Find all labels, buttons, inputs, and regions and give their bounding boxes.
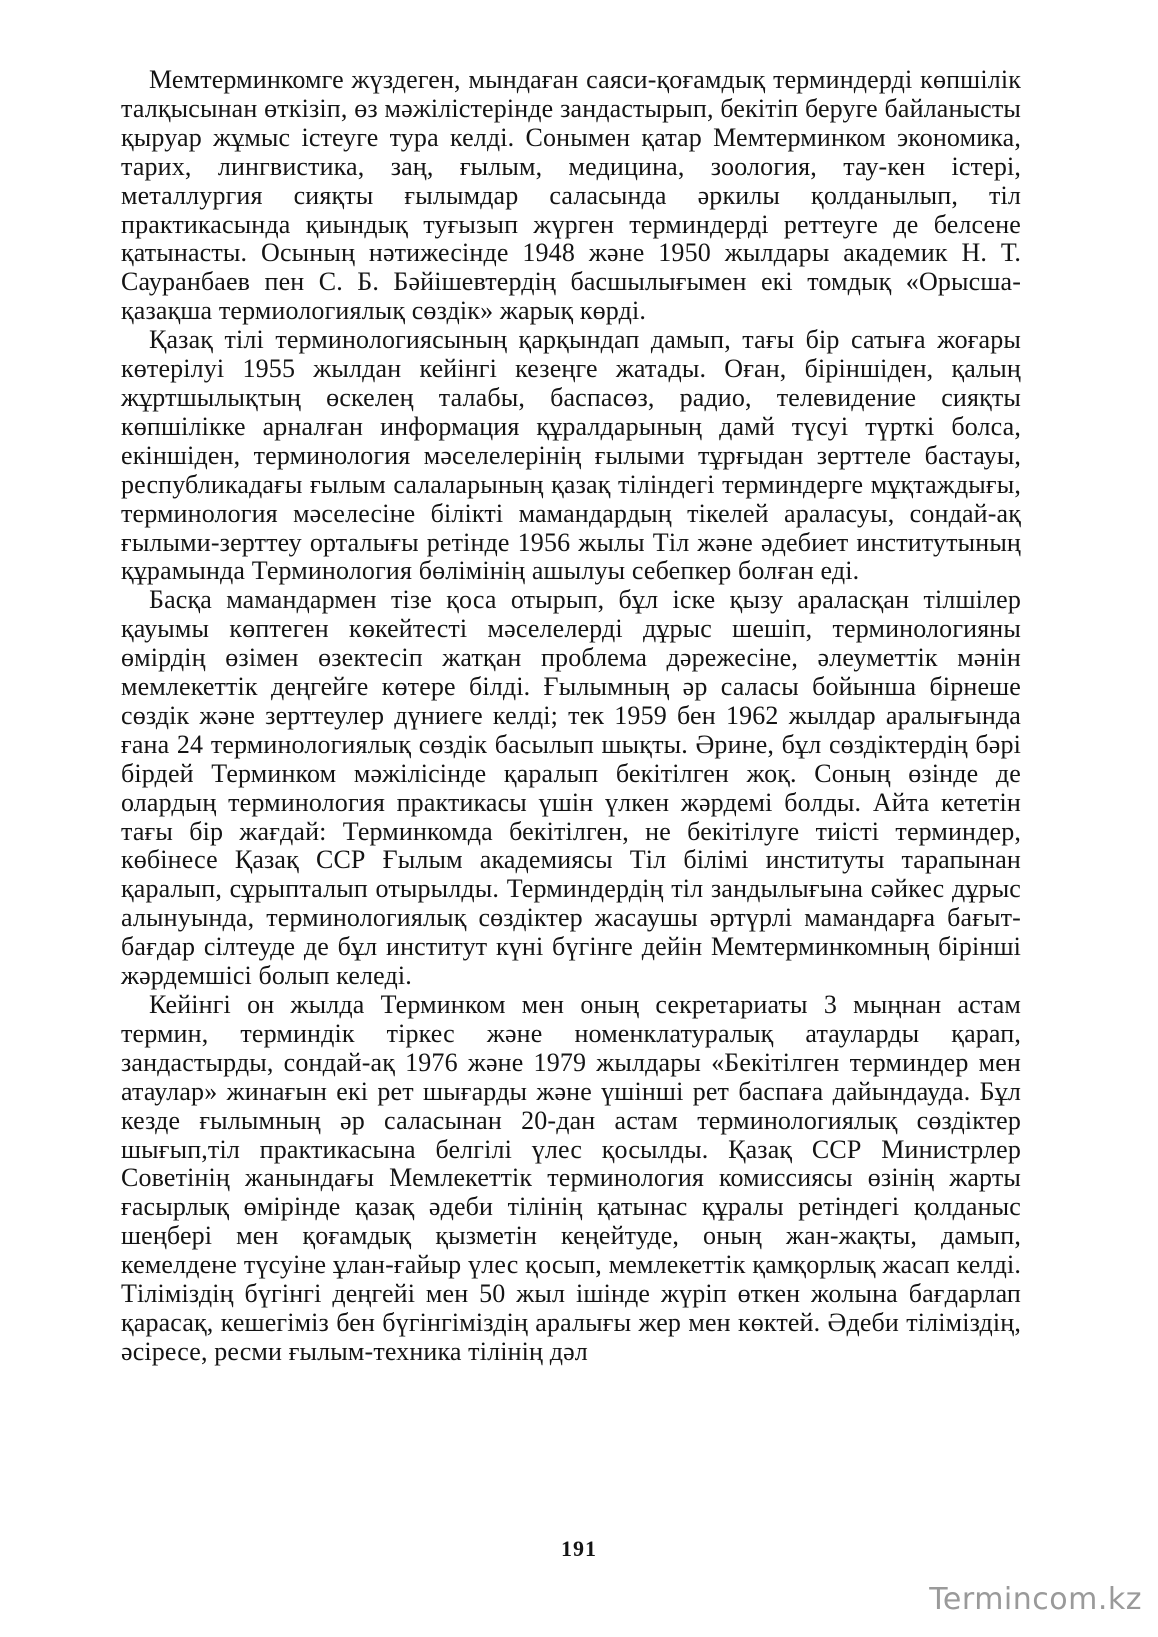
- paragraph-3: Басқа мамандармен тізе қоса отырып, бұл іске қызу араласқан тілшілер қауымы көптеген көкейтесті мәселелерді дұрыс шешіп, терминологияны өмірдің өзімен өзектесіп жатқан проблема дәрежесіне, әлеуметтік мәнін мемлекеттік деңгейге көтере білді. Ғылымның әр саласы бойынша бірнеше сөздік және зерттеулер дүниеге келді; тек 1959 бен 1962 жылдар аралығында ғана 24 терминологиялық сөздік басылып шықты. Әрине, бұл сөздіктердің бәрі бірдей Терминком мәжілісінде қаралып бекітілген жоқ. Соның өзінде де олардың терминология практикасы үшін үлкен жәрдемі болды. Айта кететін тағы бір жағдай: Терминкомда бекітілген, не бекітілуге тиісті терминдер, көбінесе Қазақ ССР Ғылым академиясы Тіл білімі институты тарапынан қаралып, сұрыпталып отырылды. Терминдердің тіл зандылығына сәйкес дұрыс алынуында, терминологиялық сөздіктер жасаушы әртүрлі мамандарға бағыт-бағдар сілтеуде де бұл институт күні бүгінге дейін Мемтерминкомның бірінші жәрдемшісі болып келеді.: [121, 585, 1021, 991]
- paragraph-1: Мемтерминкомге жүздеген, мындаған саяси-қоғамдық терминдерді көпшілік талқысынан өткізіп, өз мәжілістерінде зандастырып, бекітіп беруге байланысты қыруар жұмыс істеуге тура келді. Сонымен қатар Мемтерминком экономика, тарих, лингвистика, заң, ғылым, медицина, зоология, тау-кен істері, металлургия сияқты ғылымдар саласында әркилы қолданылып, тіл практикасында қиындық туғызып жүрген терминдерді реттеуге де белсене қатынасты. Осының нәтижесінде 1948 және 1950 жылдары академик Н. Т. Сауранбаев пен С. Б. Бәйішевтердің басшылығымен екі томдық «Орысша-қазақша термиологиялық сөздік» жарық көрді.: [121, 65, 1021, 326]
- paragraph-4: Кейінгі он жылда Терминком мен оның секретариаты 3 мыңнан астам термин, терминдік тіркес және номенклатуралық атауларды қарап, зандастырды, сондай-ақ 1976 және 1979 жылдары «Бекітілген терминдер мен атаулар» жинағын екі рет шығарды және үшінші рет баспаға дайындауда. Бұл кезде ғылымның әр саласынан 20-дан астам терминологиялық сөздіктер шығып,тіл практикасына белгілі үлес қосылды. Қазақ ССР Министрлер Советінің жанындағы Мемлекеттік терминология комиссиясы өзінің жарты ғасырлық өмірінде қазақ әдеби тілінің қатынас құралы ретіндегі қолданыс шеңбері мен қоғамдық қызметін кеңейтуде, оның жан-жақты, дамып, кемелдене түсуіне ұлан-ғайыр үлес қосып, мемлекеттік қамқорлық жасап келді. Тіліміздің бүгінгі деңгейі мен 50 жыл ішінде жүріп өткен жолына бағдарлап қарасақ, кешегіміз бен бүгінгіміздің аралығы жер мен көктей. Әдеби тіліміздің, әсіресе, ресми ғылым-техника тілінің дәл: [121, 990, 1021, 1366]
- paragraph-2: Қазақ тілі терминологиясының қарқындап дамып, тағы бір сатыға жоғары көтерілуі 1955 жылдан кейінгі кезеңге жатады. Оған, біріншіден, қалың жұртшылықтың өскелең талабы, баспасөз, радио, телевидение сияқты көпшілікке арналған информация құралдарының дамй түсуі түрткі болса, екіншіден, терминология мәселелерінің ғылыми тұрғыдан зерттеле бастауы, республикадағы ғылым салаларының қазақ тіліндегі терминдерге мұқтаждығы, терминология мәселесіне білікті мамандардың тікелей араласуы, сондай-ақ ғылыми-зерттеу орталығы ретінде 1956 жылы Тіл және әдебиет институтының құрамында Терминология бөлімінің ашылуы себепкер болған еді.: [121, 325, 1021, 586]
- page-number: 191: [561, 1536, 597, 1561]
- page-text: [121, 66, 1021, 1367]
- watermark: Termincom.kz: [929, 1582, 1142, 1617]
